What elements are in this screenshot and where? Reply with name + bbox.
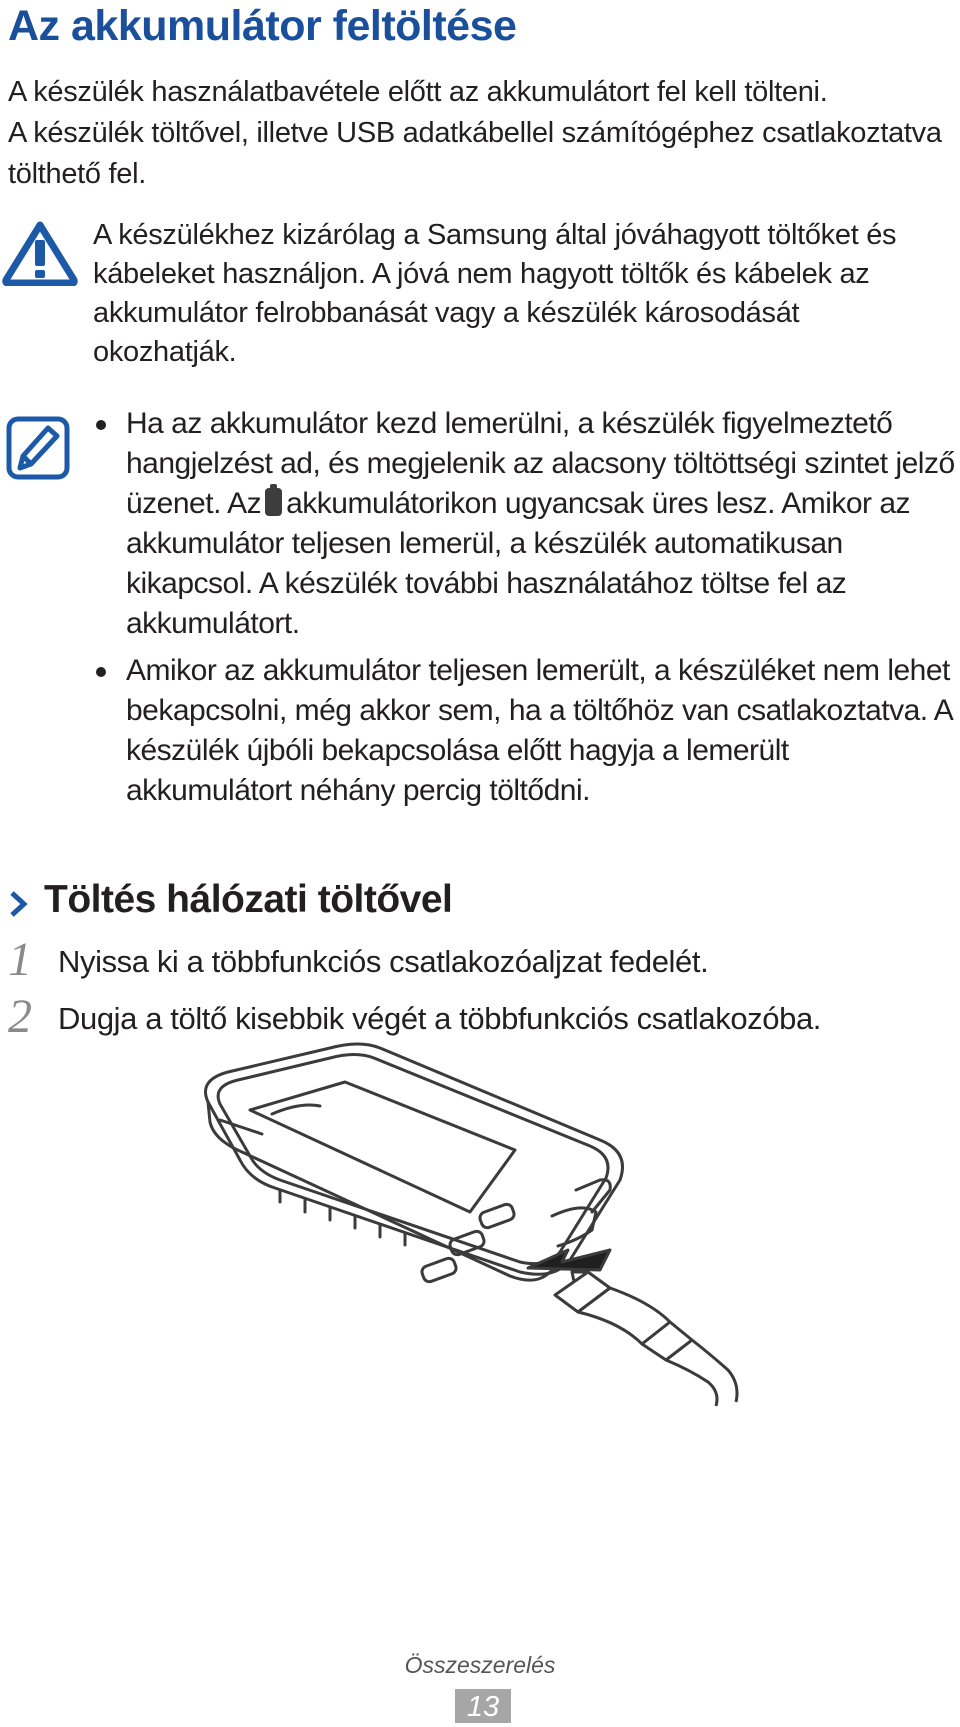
page-title: Az akkumulátor feltöltése (8, 2, 517, 50)
section-title: Töltés hálózati töltővel (44, 878, 453, 921)
warning-triangle-icon (2, 220, 78, 286)
footer-section-label: Összeszerelés (404, 1652, 556, 1678)
phone-drawing (206, 1044, 623, 1283)
step-number: 1 (8, 933, 32, 986)
note-list (90, 404, 960, 811)
step-number: 2 (8, 990, 32, 1043)
charger-connection-illustration (180, 1040, 800, 1410)
note-item-fully-drained: Amikor az akkumulátor teljesen lemerült, a készüléket nem lehet bekapcsolni, még akkor sem, ha a töltőhöz van csatlakoztatva. A készülék újbóli bekapcsolása előtt hagyja a lemerült akkumulátort néhány percig töltődni. (90, 651, 960, 811)
note-item-low-battery (90, 404, 960, 644)
step-text: Nyissa ki a többfunkciós csatlakozóaljzat fedelét. (58, 944, 709, 979)
intro-line-1: A készülék használatbavétele előtt az akkumulátort fel kell tölteni. (8, 76, 828, 108)
cable-drawing (528, 1250, 737, 1406)
note-pencil-icon (6, 416, 70, 480)
page-number: 13 (455, 1689, 511, 1723)
section-header (4, 878, 904, 928)
intro-line-2: A készülék töltővel, illetve USB adatkábellel számítógéphez csatlakoztatva tölthető fel. (8, 117, 942, 190)
battery-icon (265, 488, 282, 516)
intro-paragraph (8, 72, 948, 195)
note-item-1-text-b: akkumulátorikon ugyancsak üres lesz. Amikor az akkumulátor teljesen lemerül, a készülék automatikusan kikapcsol. A készülék további használatához töltse fel az akkumulátort. (126, 487, 911, 640)
note-item-1-text-a: Ha az akkumulátor kezd lemerülni, a készülék figyelmeztető hangjelzést ad, és megjelenik az alacsony töltöttségi szintet jelző üzenet. Az (126, 407, 955, 520)
chevron-right-icon (4, 890, 32, 918)
step-1 (0, 933, 960, 992)
step-text: Dugja a töltő kisebbik végét a többfunkciós csatlakozóba. (58, 1001, 822, 1036)
warning-text: A készülékhez kizárólag a Samsung által jóváhagyott töltőket és kábeleket használjon. A jóvá nem hagyott töltők és kábelek az akkumulátor felrobbanását vagy a készülék károsodását okozhatják. (93, 219, 897, 368)
